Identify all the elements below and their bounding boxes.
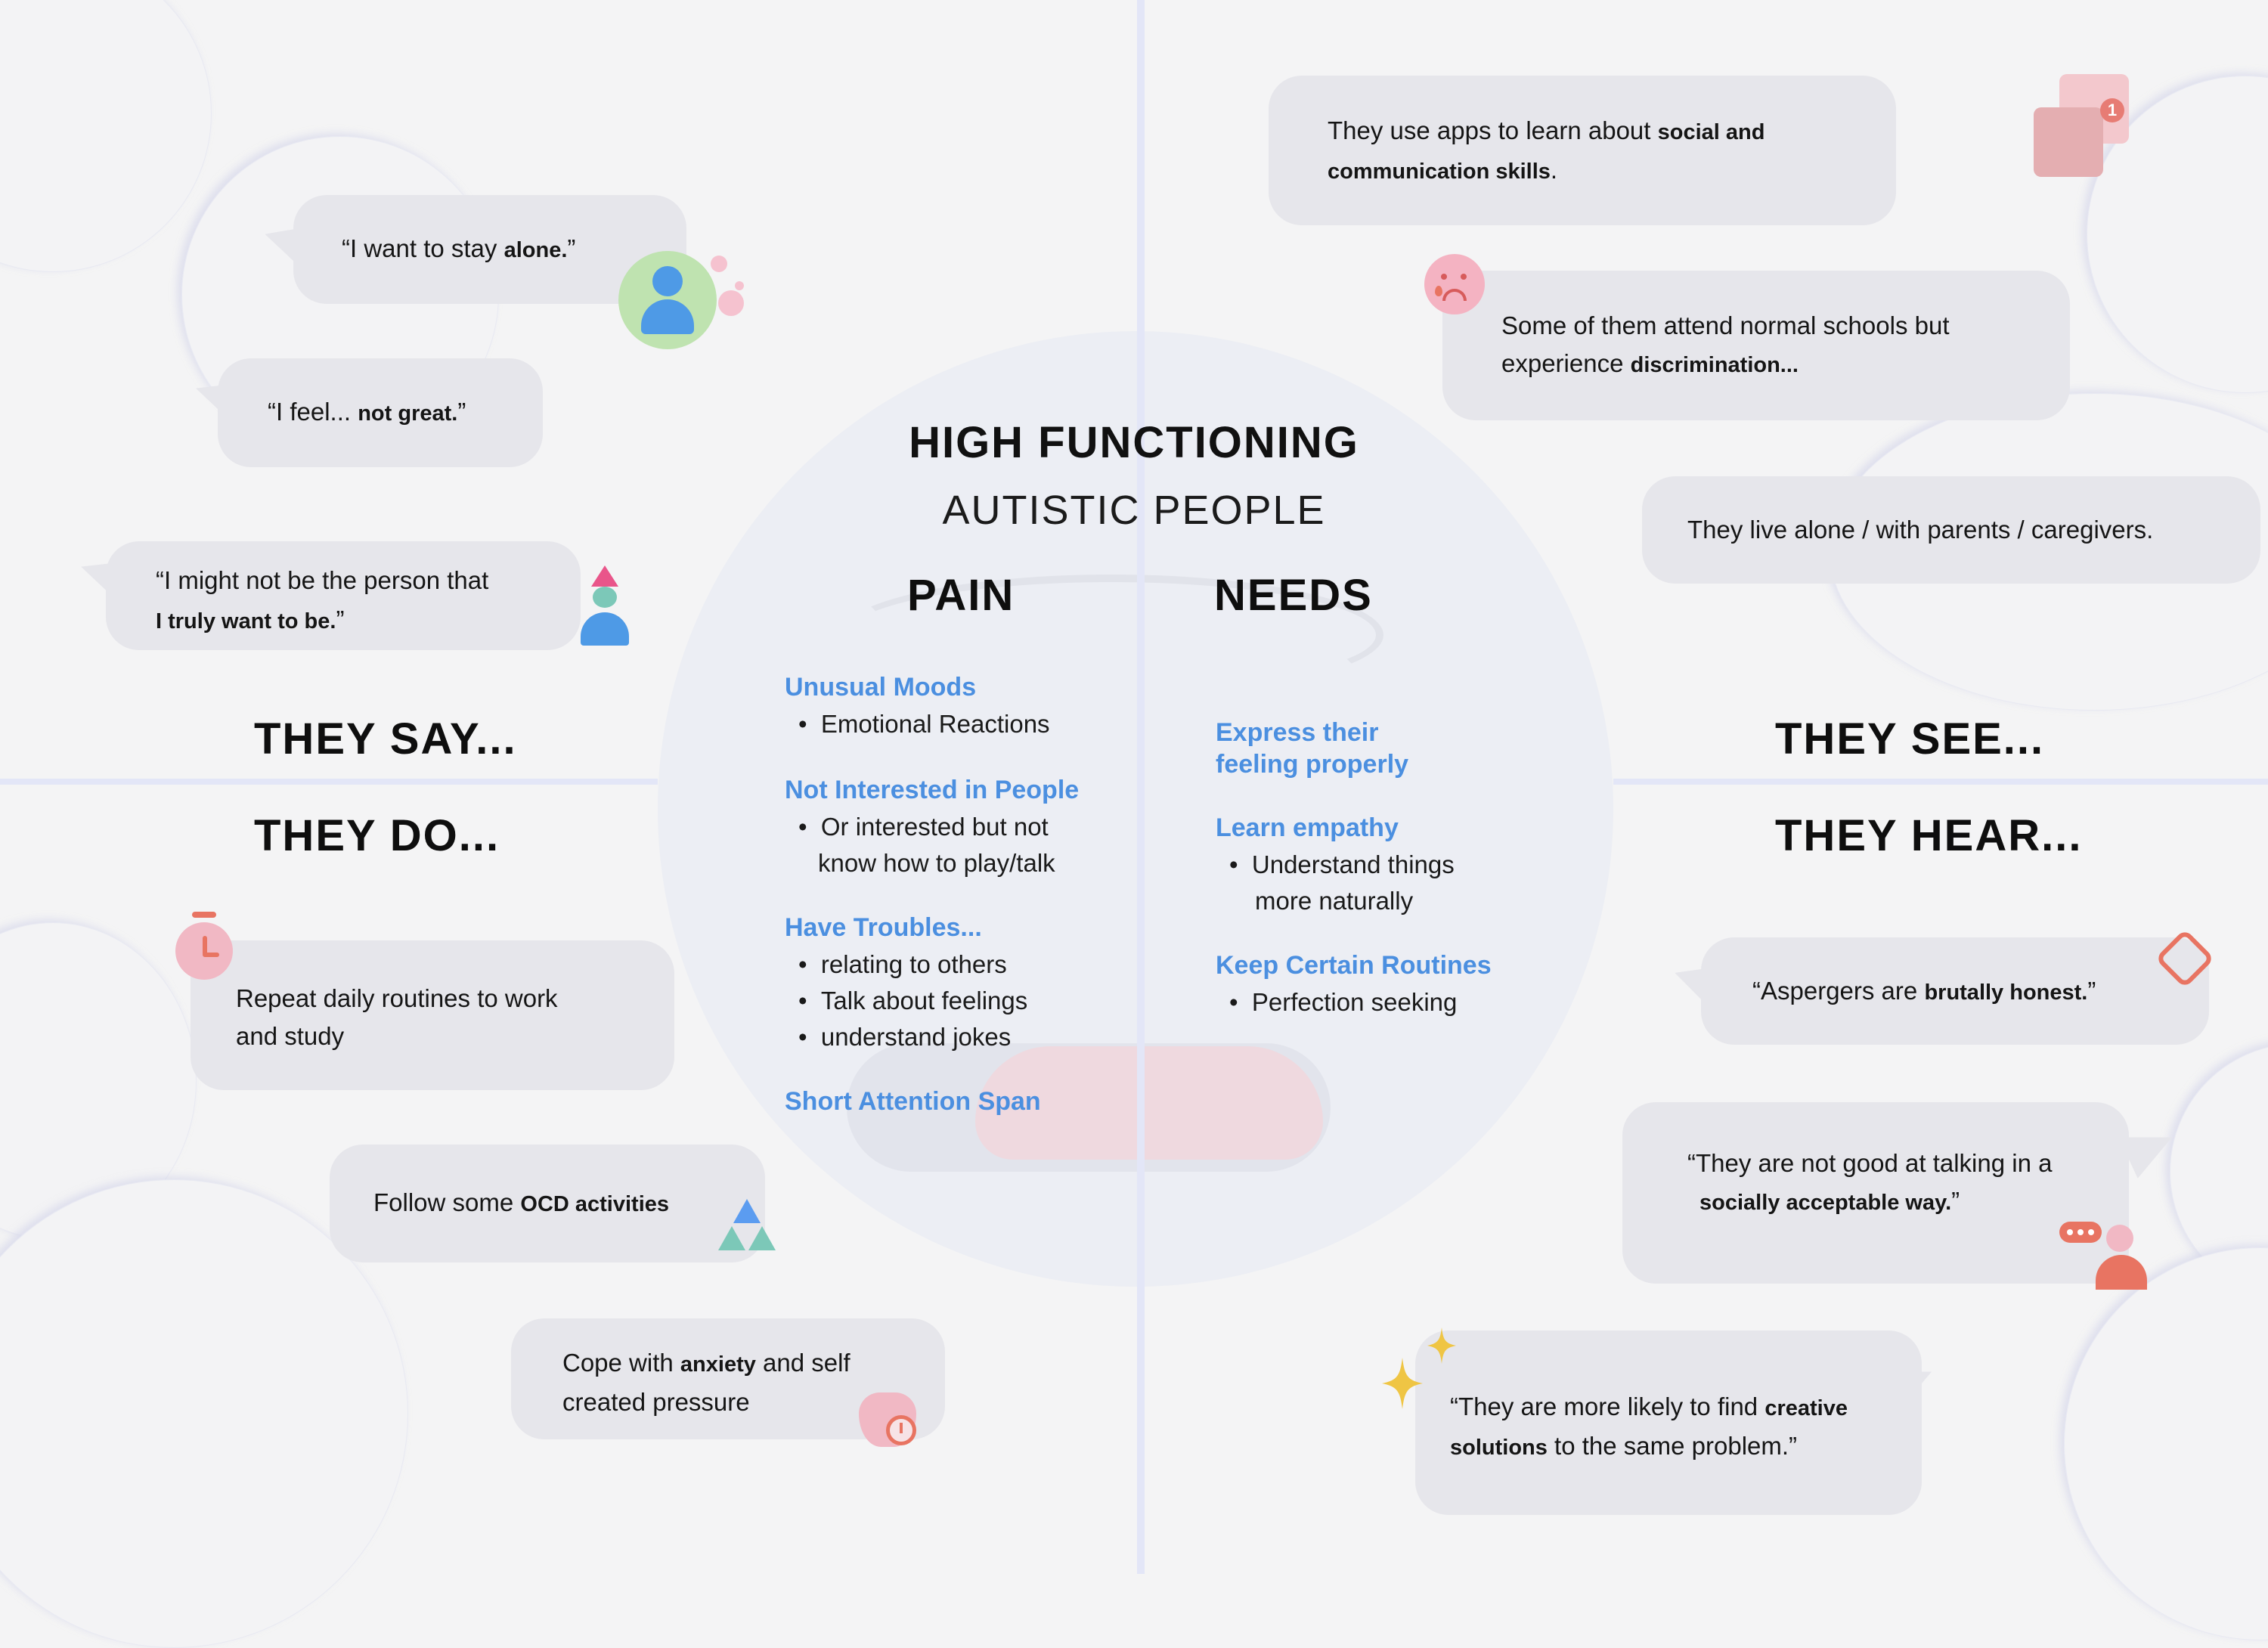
pain-heading: PAIN	[907, 571, 1015, 620]
dot-icon	[711, 256, 727, 272]
say-bubble: “I want to stay alone.”	[293, 195, 686, 304]
hear-bubble: “They are more likely to find creative solutions to the same problem.”	[1415, 1330, 1922, 1515]
hear-bubble: “They are not good at talking in a socially acceptable way.”	[1622, 1102, 2129, 1284]
pain-bullet: • Emotional Reactions	[798, 710, 1050, 738]
quadrant-title-hear: THEY HEAR...	[1775, 811, 2083, 860]
pain-item-title: Have Troubles...	[785, 913, 982, 942]
do-bubble: Follow some OCD activities	[330, 1145, 765, 1262]
see-bubble: They live alone / with parents / caregivers.	[1642, 476, 2260, 584]
pain-bullet: • Or interested but not	[798, 813, 1049, 841]
pain-bullet: • understand jokes	[798, 1023, 1012, 1051]
quadrant-title-see: THEY SEE...	[1775, 714, 2045, 764]
see-bubble: They use apps to learn about social and communication skills.	[1269, 76, 1896, 225]
speaking-person-icon	[2059, 1222, 2150, 1290]
dot-icon	[735, 281, 744, 290]
hear-bubble: “Aspergers are brutally honest.”	[1701, 937, 2209, 1045]
do-bubble: Repeat daily routines to work and study	[191, 940, 674, 1090]
pain-item-title: Short Attention Span	[785, 1087, 1041, 1116]
see-bubble: Some of them attend normal schools but experience discrimination...	[1442, 271, 2070, 420]
quadrant-title-do: THEY DO...	[254, 811, 500, 860]
pain-bullet: know how to play/talk	[818, 849, 1055, 877]
person-icon	[578, 565, 632, 649]
do-bubble: Cope with anxiety and self created pressure	[511, 1318, 945, 1439]
notification-badge: 1	[2100, 98, 2124, 122]
sparkle-icon	[1427, 1327, 1456, 1364]
vertical-divider	[1137, 0, 1145, 1574]
needs-item-title: Learn empathy	[1216, 813, 1399, 842]
pain-bullet: • relating to others	[798, 950, 1007, 978]
say-bubble: “I feel... not great.”	[218, 358, 543, 467]
horizontal-divider-right	[1613, 779, 2268, 785]
needs-bullet: more naturally	[1255, 887, 1414, 915]
horizontal-divider-left	[0, 779, 658, 785]
shapes-icon	[717, 1199, 777, 1252]
sparkle-icon	[1382, 1358, 1423, 1409]
needs-item-title: Keep Certain Routines	[1216, 951, 1492, 980]
needs-bullet: • Understand things	[1229, 850, 1455, 878]
needs-bullet: • Perfection seeking	[1229, 988, 1458, 1016]
diagram-title: HIGH FUNCTIONING	[909, 418, 1359, 467]
dot-icon	[718, 290, 744, 316]
pain-item-title: Not Interested in People	[785, 776, 1080, 804]
pain-item-title: Unusual Moods	[785, 673, 977, 702]
needs-item-title: Express their	[1216, 718, 1379, 747]
diagram-subtitle: AUTISTIC PEOPLE	[942, 488, 1326, 533]
say-bubble: “I might not be the person that I truly want to be.”	[106, 541, 581, 650]
clock-icon	[174, 912, 234, 980]
needs-item-title: feeling properly	[1216, 750, 1409, 779]
background-cloud	[0, 0, 212, 272]
sad-face-icon	[1424, 254, 1485, 314]
pain-bullet: • Talk about feelings	[798, 987, 1028, 1015]
notification-icon	[2034, 74, 2132, 180]
background-cloud	[2064, 1247, 2268, 1640]
needs-heading: NEEDS	[1214, 571, 1373, 620]
heart-timer-icon	[856, 1388, 919, 1451]
quadrant-title-say: THEY SAY...	[254, 714, 517, 764]
user-avatar-icon	[618, 251, 717, 349]
